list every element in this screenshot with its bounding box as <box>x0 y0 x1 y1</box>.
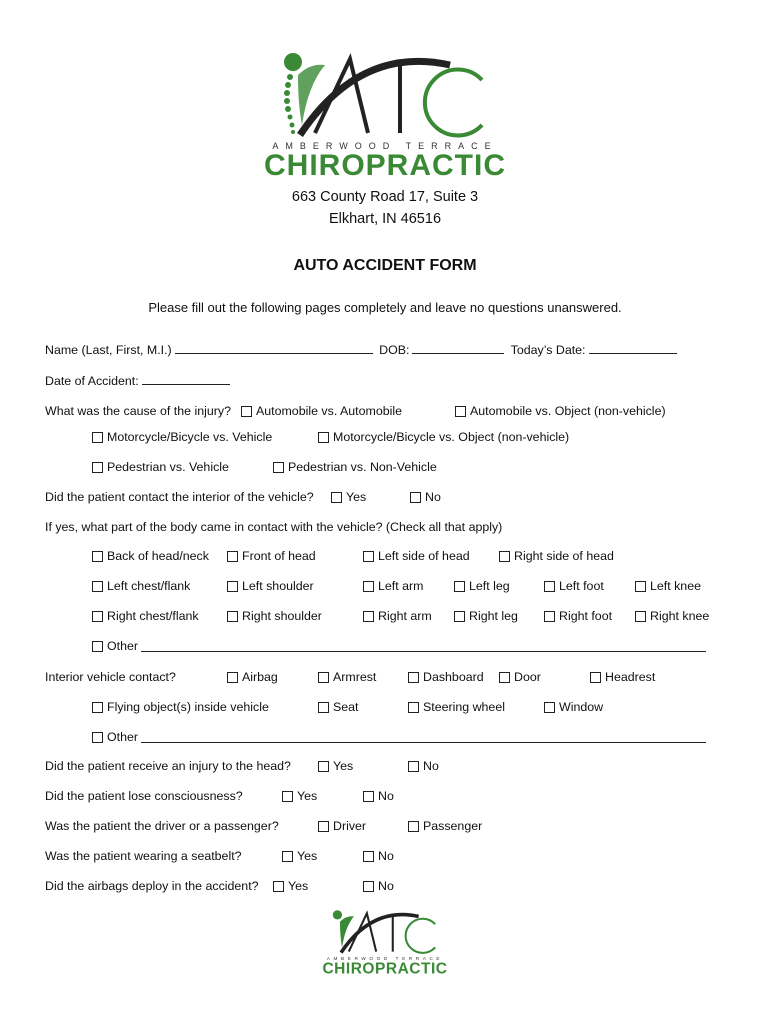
checkbox[interactable] <box>273 462 284 473</box>
body-part-option[interactable] <box>635 608 709 624</box>
checkbox[interactable] <box>408 761 419 772</box>
vehicle-contact-option[interactable] <box>499 669 541 685</box>
option-label: Left side of head <box>378 549 470 563</box>
question-label: Did the patient lose consciousness? <box>45 789 243 803</box>
checkbox[interactable] <box>499 672 510 683</box>
checkbox[interactable] <box>408 672 419 683</box>
option-label: No <box>378 849 394 863</box>
option-label: Pedestrian vs. Non-Vehicle <box>288 460 437 474</box>
option-label: No <box>378 789 394 803</box>
vehicle-contact-option[interactable] <box>544 699 603 715</box>
body-part-option[interactable] <box>363 608 432 624</box>
body-part-option[interactable] <box>635 578 701 594</box>
checkbox[interactable] <box>227 672 238 683</box>
option-label: Left chest/flank <box>107 579 191 593</box>
option-label: Armrest <box>333 670 377 684</box>
answer-option[interactable] <box>318 758 353 774</box>
option-label: Right chest/flank <box>107 609 199 623</box>
checkbox[interactable] <box>454 611 465 622</box>
answer-option[interactable] <box>282 788 317 804</box>
checkbox[interactable] <box>363 851 374 862</box>
option-label: Left knee <box>650 579 701 593</box>
no-option[interactable] <box>410 489 441 505</box>
option-label: Right foot <box>559 609 613 623</box>
cause-question: What was the cause of the injury? <box>45 404 231 418</box>
option-label: Flying object(s) inside vehicle <box>107 700 269 714</box>
body-part-option[interactable] <box>454 578 510 594</box>
option-label: Motorcycle/Bicycle vs. Object (non-vehicle) <box>333 430 570 444</box>
option-label: Right arm <box>378 609 432 623</box>
option-label: No <box>425 490 441 504</box>
checkbox[interactable] <box>318 702 329 713</box>
question-label: Did the patient receive an injury to the head? <box>45 759 291 773</box>
checkbox[interactable] <box>363 881 374 892</box>
option-label: Right side of head <box>514 549 614 563</box>
body-part-option[interactable] <box>454 608 518 624</box>
checkbox[interactable] <box>282 851 293 862</box>
checkbox[interactable] <box>454 581 465 592</box>
body-part-option[interactable] <box>227 548 316 564</box>
accident-date-row <box>45 372 233 389</box>
address-line-1: 663 County Road 17, Suite 3 <box>291 189 479 205</box>
option-label: Automobile vs. Object (non-vehicle) <box>470 404 666 418</box>
option-label: Left foot <box>559 579 604 593</box>
body-part-option[interactable] <box>544 578 604 594</box>
checkbox[interactable] <box>227 611 238 622</box>
body-part-option[interactable] <box>363 578 423 594</box>
option-label: Yes <box>288 879 309 893</box>
question-label: Was the patient wearing a seatbelt? <box>45 849 242 863</box>
body-part-other-field[interactable] <box>141 651 706 652</box>
answer-option[interactable] <box>363 848 394 864</box>
option-label: Right knee <box>650 609 710 623</box>
checkbox[interactable] <box>544 611 555 622</box>
cause-option[interactable] <box>273 459 437 475</box>
vehicle-contact-question: Interior vehicle contact? <box>45 670 176 684</box>
checkbox[interactable] <box>590 672 601 683</box>
checkbox[interactable] <box>363 581 374 592</box>
today-date-field[interactable] <box>589 341 677 354</box>
vehicle-contact-option[interactable] <box>408 699 505 715</box>
body-part-option[interactable] <box>92 548 209 564</box>
answer-option[interactable] <box>273 878 308 894</box>
option-label: Back of head/neck <box>107 549 209 563</box>
checkbox[interactable] <box>92 641 103 652</box>
interior-contact-question: Did the patient contact the interior of the vehicle? <box>45 490 314 504</box>
body-part-option[interactable] <box>544 608 612 624</box>
vehicle-contact-option[interactable] <box>318 669 376 685</box>
answer-option[interactable] <box>318 818 366 834</box>
option-label: Motorcycle/Bicycle vs. Vehicle <box>107 430 273 444</box>
vehicle-contact-option[interactable] <box>590 669 655 685</box>
body-part-option[interactable] <box>499 548 614 564</box>
checkbox[interactable] <box>92 732 103 743</box>
option-label: Other <box>107 730 138 744</box>
footer-logo <box>310 905 460 977</box>
answer-option[interactable] <box>363 878 394 894</box>
option-label: Steering wheel <box>423 700 505 714</box>
checkbox[interactable] <box>544 581 555 592</box>
checkbox[interactable] <box>408 702 419 713</box>
form-title: AUTO ACCIDENT FORM <box>293 257 477 274</box>
answer-option[interactable] <box>282 848 317 864</box>
body-part-option[interactable] <box>92 578 190 594</box>
cause-option[interactable] <box>92 459 229 475</box>
checkbox[interactable] <box>499 551 510 562</box>
checkbox[interactable] <box>227 581 238 592</box>
cause-option[interactable] <box>455 403 666 419</box>
checkbox[interactable] <box>455 406 466 417</box>
option-label: Left arm <box>378 579 424 593</box>
option-label: Passenger <box>423 819 483 833</box>
vehicle-contact-option[interactable] <box>227 669 278 685</box>
cause-option[interactable] <box>92 429 272 445</box>
checkbox[interactable] <box>92 611 103 622</box>
checkbox[interactable] <box>363 611 374 622</box>
checkbox[interactable] <box>92 551 103 562</box>
option-label: Airbag <box>242 670 278 684</box>
accident-date-label: Date of Accident: <box>45 374 139 388</box>
option-label: No <box>423 759 439 773</box>
checkbox[interactable] <box>331 492 342 503</box>
option-label: Yes <box>297 789 318 803</box>
dob-label: DOB: <box>379 343 410 357</box>
cause-option[interactable] <box>241 403 402 419</box>
instructions: Please fill out the following pages completely and leave no questions unanswered. <box>148 300 622 315</box>
checkbox[interactable] <box>408 821 419 832</box>
dob-field[interactable] <box>412 341 504 354</box>
yes-option[interactable] <box>331 489 366 505</box>
option-label: Right leg <box>469 609 518 623</box>
checkbox[interactable] <box>363 791 374 802</box>
checkbox[interactable] <box>92 702 103 713</box>
checkbox[interactable] <box>318 821 329 832</box>
option-label: Driver <box>333 819 367 833</box>
checkbox[interactable] <box>241 406 252 417</box>
vehicle-contact-option[interactable] <box>92 729 138 745</box>
name-label: Name (Last, First, M.I.) <box>45 343 172 357</box>
checkbox[interactable] <box>544 702 555 713</box>
checkbox[interactable] <box>363 551 374 562</box>
answer-option[interactable] <box>408 818 482 834</box>
name-row <box>45 341 680 358</box>
option-label: Dashboard <box>423 670 484 684</box>
option-label: Right shoulder <box>242 609 322 623</box>
checkbox[interactable] <box>635 611 646 622</box>
option-label: Left shoulder <box>242 579 314 593</box>
question-label: Did the airbags deploy in the accident? <box>45 879 259 893</box>
logo-name: CHIROPRACTIC <box>264 149 506 180</box>
logo-tagline: AMBERWOOD TERRACE <box>272 141 498 151</box>
option-label: Yes <box>333 759 354 773</box>
answer-option[interactable] <box>408 758 439 774</box>
checkbox[interactable] <box>635 581 646 592</box>
accident-date-field[interactable] <box>142 372 230 385</box>
body-part-option[interactable] <box>227 608 322 624</box>
body-parts-question: If yes, what part of the body came in contact with the vehicle? (Check all that apply) <box>45 520 503 534</box>
vehicle-contact-other-field[interactable] <box>141 742 706 743</box>
option-label: Left leg <box>469 579 510 593</box>
svg-text:CHIROPRACTIC: CHIROPRACTIC <box>322 960 448 977</box>
option-label: Yes <box>346 490 367 504</box>
vehicle-contact-option[interactable] <box>92 699 269 715</box>
checkbox[interactable] <box>92 462 103 473</box>
answer-option[interactable] <box>363 788 394 804</box>
address-line-2: Elkhart, IN 46516 <box>328 211 442 227</box>
option-label: Window <box>559 700 604 714</box>
checkbox[interactable] <box>92 432 103 443</box>
checkbox[interactable] <box>282 791 293 802</box>
option-label: Door <box>514 670 541 684</box>
option-label: Pedestrian vs. Vehicle <box>107 460 229 474</box>
checkbox[interactable] <box>410 492 421 503</box>
svg-text:AMBERWOOD TERRACE: AMBERWOOD TERRACE <box>326 955 444 961</box>
logo <box>240 45 530 180</box>
option-label: No <box>378 879 394 893</box>
checkbox[interactable] <box>227 551 238 562</box>
name-field[interactable] <box>175 341 373 354</box>
cause-option[interactable] <box>318 429 569 445</box>
vehicle-contact-option[interactable] <box>408 669 484 685</box>
checkbox[interactable] <box>318 432 329 443</box>
today-label: Today’s Date: <box>510 343 586 357</box>
body-part-option[interactable] <box>227 578 314 594</box>
option-label: Front of head <box>242 549 316 563</box>
vehicle-contact-option[interactable] <box>318 699 359 715</box>
body-part-option[interactable] <box>92 608 199 624</box>
question-label: Was the patient the driver or a passenger? <box>45 819 279 833</box>
body-part-other[interactable] <box>92 638 138 654</box>
checkbox[interactable] <box>273 881 284 892</box>
body-part-option[interactable] <box>363 548 470 564</box>
option-label: Automobile vs. Automobile <box>256 404 403 418</box>
option-label: Yes <box>297 849 318 863</box>
checkbox[interactable] <box>318 672 329 683</box>
option-label: Seat <box>333 700 359 714</box>
checkbox[interactable] <box>92 581 103 592</box>
option-label: Other <box>107 639 138 653</box>
option-label: Headrest <box>605 670 656 684</box>
checkbox[interactable] <box>318 761 329 772</box>
